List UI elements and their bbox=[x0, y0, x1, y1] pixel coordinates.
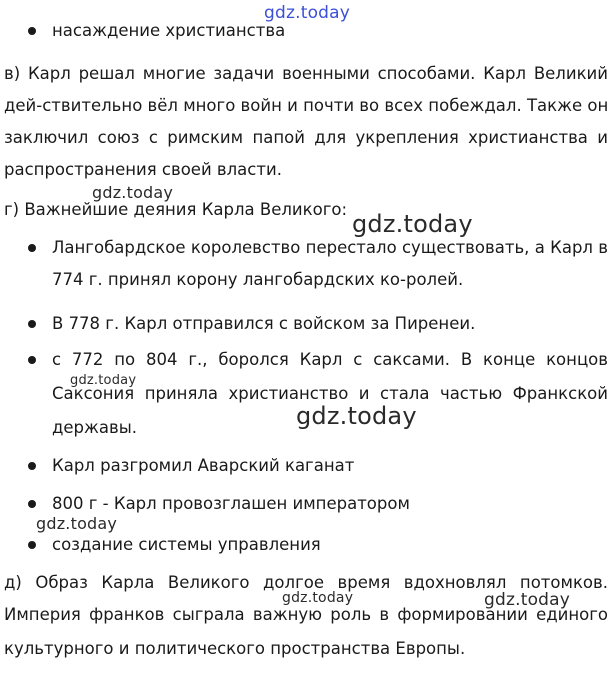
paragraph-v-line-1: в) Карл решал многие задачи военными способами. Карл Великий bbox=[4, 64, 608, 83]
watermark: gdz.today bbox=[296, 402, 417, 430]
watermark: gdz.today bbox=[36, 514, 118, 533]
paragraph-d-line-2: Империя франков сыграла важную роль в формировании единого bbox=[4, 605, 608, 624]
bullet-icon bbox=[28, 462, 36, 470]
paragraph-d-line-1: д) Образ Карла Великого долгое время вдохновлял потомков. bbox=[4, 573, 608, 592]
section-heading: г) Важнейшие деяния Карла Великого: bbox=[4, 200, 348, 219]
paragraph-v-line-2: дей-ствительно вёл много войн и почти во всех побеждал. Также он bbox=[4, 96, 608, 115]
bullet-icon bbox=[28, 356, 36, 364]
bullet-4-line-1: Карл разгромил Аварский каганат bbox=[52, 456, 355, 475]
bullet-text: насаждение христианства bbox=[52, 21, 286, 40]
bullet-3-line-1: с 772 по 804 г., боролся Карл с саксами. В конце концов bbox=[52, 350, 608, 369]
paragraph-v-line-3: заключил союз с римским папой для укрепления христианства и bbox=[4, 128, 608, 147]
bullet-1-line-2: 774 г. принял корону лангобардских ко-ролей. bbox=[52, 270, 464, 289]
bullet-icon bbox=[28, 27, 36, 35]
watermark: gdz.today bbox=[92, 183, 174, 202]
bullet-5-line-1: 800 г - Карл провозглашен императором bbox=[52, 494, 410, 513]
watermark: gdz.today bbox=[484, 590, 571, 610]
watermark: gdz.today bbox=[282, 590, 354, 606]
bullet-3-line-2: Саксония приняла христианство и стала частью Франкской bbox=[52, 384, 608, 403]
watermark: gdz.today bbox=[352, 210, 473, 238]
bullet-icon bbox=[28, 244, 36, 252]
bullet-icon bbox=[28, 541, 36, 549]
bullet-2-line-1: В 778 г. Карл отправился с войском за Пиренеи. bbox=[52, 314, 476, 333]
paragraph-v-line-4: распространения своей власти. bbox=[4, 160, 282, 179]
bullet-3-line-3: державы. bbox=[52, 418, 138, 437]
watermark: gdz.today bbox=[70, 373, 137, 388]
bullet-6-line-1: создание системы управления bbox=[52, 535, 321, 554]
bullet-icon bbox=[28, 500, 36, 508]
bullet-icon bbox=[28, 320, 36, 328]
watermark-top: gdz.today bbox=[264, 3, 351, 23]
bullet-1-line-1: Лангобардское королевство перестало существовать, а Карл в bbox=[52, 238, 608, 257]
paragraph-d-line-3: культурного и политического пространства Европы. bbox=[4, 639, 466, 658]
